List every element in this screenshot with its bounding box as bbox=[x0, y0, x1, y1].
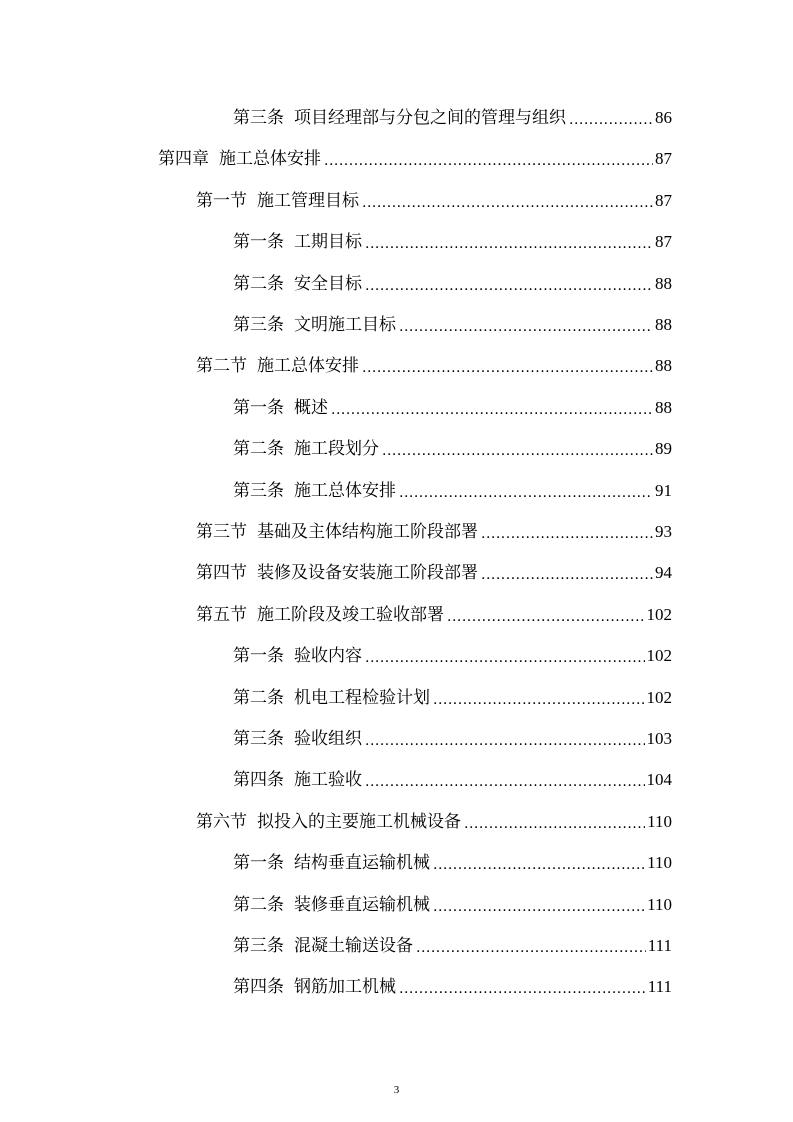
toc-entry-title: 施工阶段及竣工验收部署 bbox=[257, 604, 444, 625]
toc-entry[interactable] bbox=[233, 461, 672, 501]
toc-entry-page: 88 bbox=[655, 273, 672, 293]
toc-entry-number: 第一节 bbox=[196, 190, 247, 211]
toc-entry[interactable] bbox=[233, 709, 672, 749]
toc-entry-page: 87 bbox=[655, 190, 672, 210]
toc-entry-page: 104 bbox=[646, 770, 672, 790]
dot-leader bbox=[447, 607, 645, 621]
toc-entry[interactable] bbox=[233, 378, 672, 418]
toc-entry[interactable] bbox=[196, 336, 672, 376]
toc-entry-page: 89 bbox=[655, 439, 672, 459]
toc-entry-title: 钢筋加工机械 bbox=[294, 977, 396, 998]
dot-leader bbox=[382, 441, 653, 455]
toc-entry-page: 102 bbox=[646, 687, 672, 707]
dot-leader bbox=[433, 690, 645, 704]
toc-entry-page: 111 bbox=[647, 977, 672, 997]
toc-entry-title: 施工总体安排 bbox=[294, 480, 396, 501]
dot-leader bbox=[365, 234, 653, 248]
toc-entry-number: 第一条 bbox=[233, 853, 284, 874]
toc-entry-title: 项目经理部与分包之间的管理与组织 bbox=[294, 108, 566, 128]
dot-leader bbox=[365, 276, 653, 290]
toc-entry-title: 装修及设备安装施工阶段部署 bbox=[257, 563, 478, 584]
toc-entry-number: 第三条 bbox=[233, 936, 284, 956]
toc-entry-title: 施工总体安排 bbox=[219, 149, 321, 170]
toc-entry-page: 110 bbox=[647, 894, 672, 914]
toc-entry-number: 第三条 bbox=[233, 480, 284, 501]
toc-entry-number: 第三节 bbox=[196, 522, 247, 542]
toc-entry-number: 第三条 bbox=[233, 729, 284, 749]
toc-entry-number: 第四条 bbox=[233, 770, 284, 791]
toc-entry[interactable] bbox=[233, 916, 672, 956]
toc-entry-number: 第二条 bbox=[233, 894, 284, 915]
toc-entry-title: 施工段划分 bbox=[294, 439, 379, 460]
toc-entry-number: 第三条 bbox=[233, 108, 284, 128]
toc-entry-title: 验收内容 bbox=[294, 646, 362, 667]
toc-entry-number: 第五节 bbox=[196, 604, 247, 625]
toc-entry-title: 拟投入的主要施工机械设备 bbox=[257, 811, 461, 832]
toc-entry[interactable] bbox=[233, 419, 672, 459]
toc-entry-page: 111 bbox=[647, 936, 672, 955]
toc-entry-title: 工期目标 bbox=[294, 232, 362, 253]
dot-leader bbox=[399, 483, 653, 497]
dot-leader bbox=[481, 524, 653, 538]
dot-leader bbox=[365, 648, 645, 662]
toc-entry-page: 87 bbox=[655, 232, 672, 252]
toc-entry[interactable] bbox=[233, 212, 672, 252]
toc-entry[interactable] bbox=[196, 585, 672, 625]
toc-entry-title: 混凝土输送设备 bbox=[294, 936, 413, 956]
dot-leader bbox=[399, 317, 653, 331]
toc-entry[interactable] bbox=[233, 750, 672, 790]
toc-entry-title: 验收组织 bbox=[294, 729, 362, 749]
toc-entry-page: 86 bbox=[655, 108, 672, 127]
dot-leader bbox=[481, 565, 653, 579]
dot-leader bbox=[362, 193, 653, 207]
toc-entry[interactable] bbox=[196, 502, 672, 542]
toc-entry[interactable] bbox=[196, 543, 672, 583]
toc-entry-page: 88 bbox=[655, 315, 672, 334]
dot-leader bbox=[433, 897, 645, 911]
dot-leader bbox=[365, 731, 645, 745]
dot-leader bbox=[433, 855, 645, 869]
toc-entry-number: 第一条 bbox=[233, 646, 284, 667]
toc-entry-title: 文明施工目标 bbox=[294, 315, 396, 335]
toc-entry-page: 103 bbox=[646, 729, 672, 748]
dot-leader bbox=[416, 938, 646, 952]
dot-leader bbox=[365, 772, 645, 786]
toc-entry-number: 第四条 bbox=[233, 977, 284, 998]
toc-entry-number: 第六节 bbox=[196, 811, 247, 832]
toc-entry-page: 93 bbox=[655, 522, 672, 541]
toc-entry[interactable] bbox=[233, 875, 672, 915]
toc-entry-page: 88 bbox=[655, 397, 672, 417]
toc-entry-number: 第二条 bbox=[233, 439, 284, 460]
toc-entry-page: 87 bbox=[655, 149, 672, 169]
toc-entry-title: 施工验收 bbox=[294, 770, 362, 791]
toc-entry[interactable] bbox=[233, 957, 672, 997]
toc-entry-title: 机电工程检验计划 bbox=[294, 687, 430, 708]
toc-entry-number: 第一条 bbox=[233, 397, 284, 418]
toc-entry-page: 94 bbox=[655, 563, 672, 583]
toc-entry-title: 施工管理目标 bbox=[257, 190, 359, 211]
toc-entry-number: 第四节 bbox=[196, 563, 247, 584]
toc-entry-page: 110 bbox=[647, 853, 672, 873]
toc-entry-page: 102 bbox=[646, 646, 672, 666]
toc-entry[interactable] bbox=[196, 171, 672, 211]
toc-entry[interactable] bbox=[233, 295, 672, 335]
toc-entry-number: 第二条 bbox=[233, 273, 284, 294]
toc-entry-title: 基础及主体结构施工阶段部署 bbox=[257, 522, 478, 542]
toc-entry-page: 88 bbox=[655, 356, 672, 376]
dot-leader bbox=[324, 151, 653, 165]
toc-entry[interactable] bbox=[233, 626, 672, 666]
toc-entry[interactable] bbox=[233, 88, 672, 128]
dot-leader bbox=[362, 358, 653, 372]
toc-entry-page: 110 bbox=[647, 811, 672, 831]
toc-entry-title: 安全目标 bbox=[294, 273, 362, 294]
toc-entry-page: 91 bbox=[655, 480, 672, 500]
toc-entry-title: 结构垂直运输机械 bbox=[294, 853, 430, 874]
toc-entry[interactable] bbox=[196, 792, 672, 832]
toc-entry-title: 装修垂直运输机械 bbox=[294, 894, 430, 915]
toc-entry-number: 第一条 bbox=[233, 232, 284, 253]
toc-entry[interactable] bbox=[233, 254, 672, 294]
dot-leader bbox=[569, 110, 653, 124]
toc-entry-title: 施工总体安排 bbox=[257, 356, 359, 377]
page-number: 3 bbox=[393, 1084, 400, 1096]
toc-entry[interactable] bbox=[233, 668, 672, 708]
toc-entry-title: 概述 bbox=[294, 397, 328, 418]
toc-entry-page: 102 bbox=[646, 604, 672, 624]
dot-leader bbox=[331, 400, 653, 414]
toc-entry-number: 第二节 bbox=[196, 356, 247, 377]
dot-leader bbox=[464, 814, 645, 828]
toc-entry-number: 第二条 bbox=[233, 687, 284, 708]
toc-entry[interactable] bbox=[233, 833, 672, 873]
dot-leader bbox=[399, 979, 646, 993]
toc-entry-number: 第三条 bbox=[233, 315, 284, 335]
toc-entry-number: 第四章 bbox=[158, 149, 209, 170]
toc-entry[interactable] bbox=[158, 129, 672, 169]
